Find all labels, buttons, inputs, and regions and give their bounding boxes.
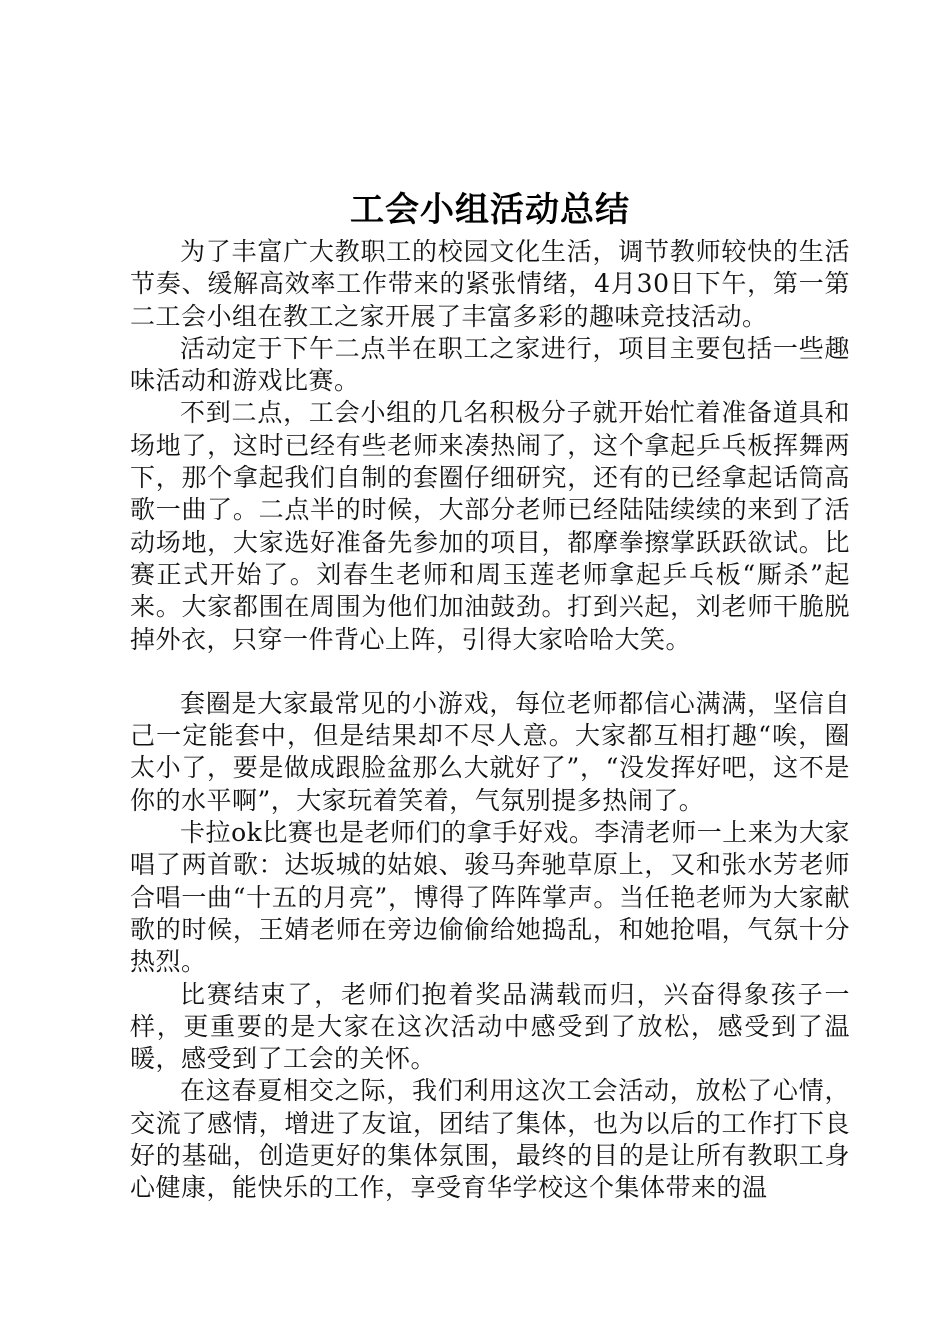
paragraph-karaoke: 卡拉ok比赛也是老师们的拿手好戏。李清老师一上来为大家唱了两首歌：达坂城的姑娘、骏马奔驰草原上，又和张水芳老师合唱一曲“十五的月亮”，博得了阵阵掌声。当任艳老师为大家献歌的时候，王婧老师在旁边偷偷给她捣乱，和她抢唱，气氛十分热烈。 [130,818,850,977]
paragraph-conclusion: 在这春夏相交之际，我们利用这次工会活动，放松了心情，交流了感情，增进了友谊，团结了集体，也为以后的工作打下良好的基础，创造更好的集体氛围，最终的目的是让所有教职工身心健康，能快乐的工作，享受育华学校这个集体带来的温 [130,1076,850,1203]
document-body [130,184,850,1205]
paragraph-intro: 为了丰富广大教职工的校园文化生活，调节教师较快的生活节奏、缓解高效率工作带来的紧张情绪，4月30日下午，第一第二工会小组在教工之家开展了丰富多彩的趣味竞技活动。 [130,237,850,331]
paragraph-ending: 比赛结束了，老师们抱着奖品满载而归，兴奋得象孩子一样，更重要的是大家在这次活动中感受到了放松，感受到了温暖，感受到了工会的关怀。 [130,979,850,1074]
paragraph-ring-toss: 套圈是大家最常见的小游戏，每位老师都信心满满，坚信自己一定能套中，但是结果却不尽人意。大家都互相打趣“唉，圈太小了，要是做成跟脸盆那么大就好了”，“没发挥好吧，这不是你的水平啊”，大家玩着笑着，气氛别提多热闹了。 [130,688,850,815]
paragraph-table-tennis: 不到二点，工会小组的几名积极分子就开始忙着准备道具和场地了，这时已经有些老师来凑热闹了，这个拿起乒乓板挥舞两下，那个拿起我们自制的套圈仔细研究，还有的已经拿起话筒高歌一曲了。二点半的时候，大部分老师已经陆陆续续的来到了活动场地，大家选好准备先参加的项目，都摩拳擦掌跃跃欲试。比赛正式开始了。刘春生老师和周玉莲老师拿起乒乓板“厮杀”起来。大家都围在周围为他们加油鼓劲。打到兴起，刘老师干脆脱掉外衣，只穿一件背心上阵，引得大家哈哈大笑。 [130,398,850,654]
paragraph-schedule: 活动定于下午二点半在职工之家进行，项目主要包括一些趣味活动和游戏比赛。 [130,333,850,396]
document-title: 工会小组活动总结 [350,190,630,230]
